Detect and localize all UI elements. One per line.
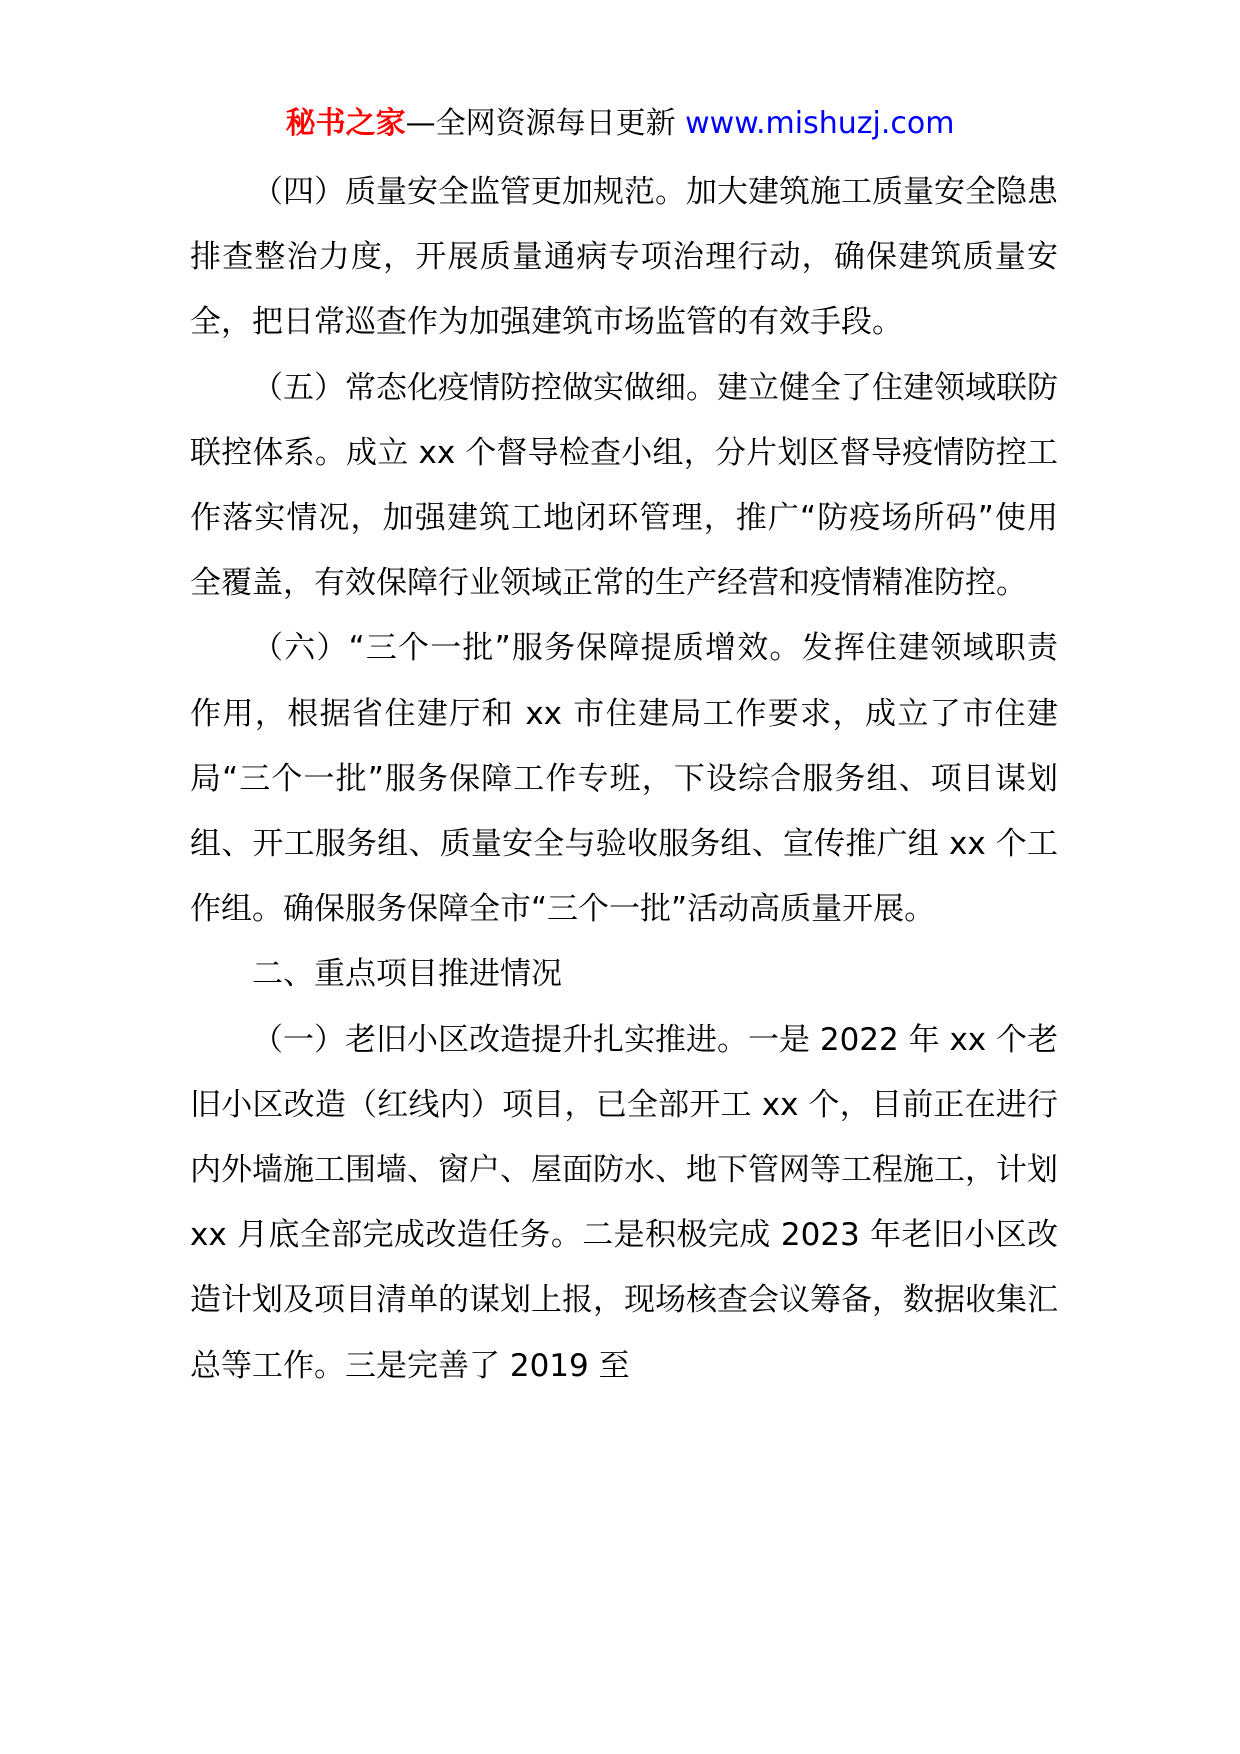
brand-name: 秘书之家	[285, 106, 406, 141]
paragraph-quality-safety: （四）质量安全监管更加规范。加大建筑施工质量安全隐患排查整治力度，开展质量通病专项治理行动，确保建筑质量安全，把日常巡查作为加强建筑市场监管的有效手段。	[190, 174, 1058, 341]
section-heading-key-projects: 二、重点项目推进情况	[252, 956, 562, 993]
header-tagline: —全网资源每日更新	[405, 106, 676, 141]
paragraph-epidemic-control: （五）常态化疫情防控做实做细。建立健全了住建领域联防联控体系。成立 xx 个督导检查小组，分片划区督导疫情防控工作落实情况，加强建筑工地闭环管理，推广“防疫场所码”使用全覆盖，有效保障行业领域正常的生产经营和疫情精准防控。	[190, 369, 1058, 602]
paragraph-three-batches: （六）“三个一批”服务保障提质增效。发挥住建领域职责作用，根据省住建厅和 xx 市住建局工作要求，成立了市住建局“三个一批”服务保障工作专班，下设综合服务组、项目谋划组、开工服务组、质量安全与验收服务组、宣传推广组 xx 个工作组。确保服务保障全市“三个一批”活动高质量开展。	[190, 630, 1058, 928]
paragraph-old-community-renovation: （一）老旧小区改造提升扎实推进。一是 2022 年 xx 个老旧小区改造（红线内）项目，已全部开工 xx 个，目前正在进行内外墙施工围墙、窗户、屋面防水、地下管网等工程施工，计划 xx 月底全部完成改造任务。二是积极完成 2023 年老旧小区改造计划及项目清单的谋划上报，现场核查会议筹备，数据收集汇总等工作。三是完善了 2019 至	[190, 1021, 1058, 1384]
header-url-link[interactable]: www.mishuzj.com	[685, 106, 955, 141]
watermark-header	[0, 100, 1240, 148]
document-body	[190, 160, 1058, 1399]
